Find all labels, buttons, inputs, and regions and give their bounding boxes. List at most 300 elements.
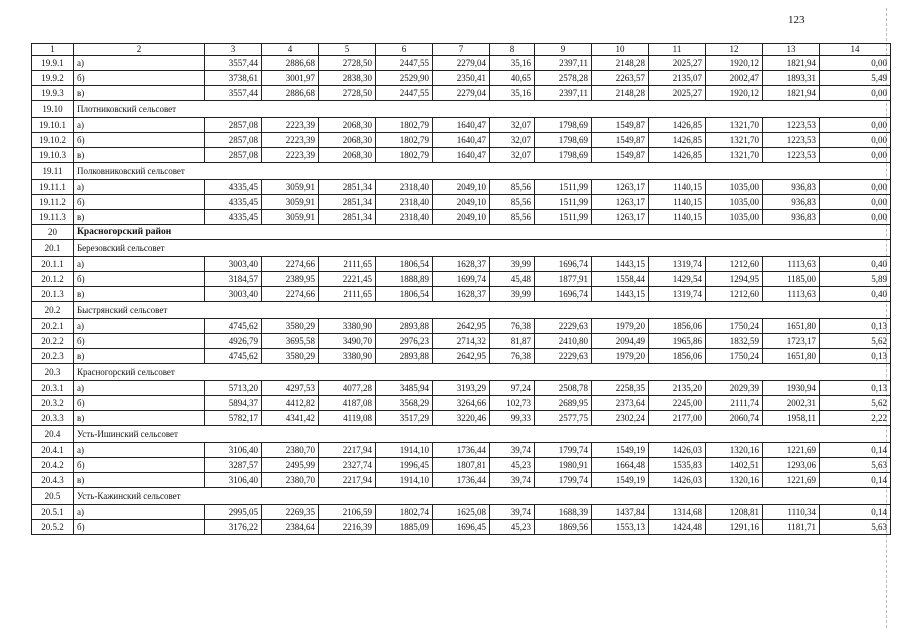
value-cell: 2002,47 bbox=[706, 71, 763, 86]
value-cell: 1321,70 bbox=[706, 133, 763, 148]
value-cell: 0,14 bbox=[820, 505, 891, 520]
value-cell: 1888,89 bbox=[376, 272, 433, 287]
row-label-cell: в) bbox=[74, 287, 205, 302]
value-cell: 3264,66 bbox=[433, 396, 490, 411]
value-cell: 1979,20 bbox=[592, 349, 649, 364]
value-cell: 1696,74 bbox=[535, 257, 592, 272]
column-number-cell: 11 bbox=[649, 44, 706, 56]
value-cell: 1920,12 bbox=[706, 86, 763, 101]
value-cell: 1802,79 bbox=[376, 148, 433, 163]
row-code-cell: 20.5.1 bbox=[32, 505, 74, 520]
value-cell: 4745,62 bbox=[205, 349, 262, 364]
value-cell: 2,22 bbox=[820, 411, 891, 426]
value-cell: 39,74 bbox=[490, 473, 535, 488]
value-cell: 936,83 bbox=[763, 210, 820, 225]
value-cell: 1035,00 bbox=[706, 210, 763, 225]
row-code-cell: 20.2.3 bbox=[32, 349, 74, 364]
settlement-header-row bbox=[32, 426, 891, 443]
value-cell: 0,00 bbox=[820, 86, 891, 101]
value-cell: 3003,40 bbox=[205, 257, 262, 272]
row-label-cell: б) bbox=[74, 71, 205, 86]
value-cell: 2577,75 bbox=[535, 411, 592, 426]
value-cell: 1263,17 bbox=[592, 180, 649, 195]
row-code-cell: 20.4.1 bbox=[32, 443, 74, 458]
value-cell: 40,65 bbox=[490, 71, 535, 86]
value-cell: 0,00 bbox=[820, 133, 891, 148]
value-cell: 2728,50 bbox=[319, 56, 376, 71]
value-cell: 1958,11 bbox=[763, 411, 820, 426]
value-cell: 2714,32 bbox=[433, 334, 490, 349]
row-label-cell: б) bbox=[74, 520, 205, 535]
value-cell: 2318,40 bbox=[376, 210, 433, 225]
value-cell: 2689,95 bbox=[535, 396, 592, 411]
value-cell: 1223,53 bbox=[763, 118, 820, 133]
value-cell: 1798,69 bbox=[535, 148, 592, 163]
row-label-cell: а) bbox=[74, 319, 205, 334]
value-cell: 1558,44 bbox=[592, 272, 649, 287]
value-cell: 1113,63 bbox=[763, 257, 820, 272]
value-cell: 4187,08 bbox=[319, 396, 376, 411]
value-cell: 1140,15 bbox=[649, 195, 706, 210]
value-cell: 0,13 bbox=[820, 319, 891, 334]
table-body bbox=[32, 44, 891, 535]
row-label-cell: б) bbox=[74, 334, 205, 349]
value-cell: 1314,68 bbox=[649, 505, 706, 520]
value-cell: 2495,99 bbox=[262, 458, 319, 473]
district-name-cell: Красногорский район bbox=[74, 225, 891, 240]
row-label-cell: а) bbox=[74, 118, 205, 133]
value-cell: 2274,66 bbox=[262, 257, 319, 272]
value-cell: 2447,55 bbox=[376, 56, 433, 71]
row-code-cell: 20.1 bbox=[32, 240, 74, 257]
value-cell: 1821,94 bbox=[763, 56, 820, 71]
row-code-cell: 19.9.1 bbox=[32, 56, 74, 71]
value-cell: 2245,00 bbox=[649, 396, 706, 411]
value-cell: 2068,30 bbox=[319, 118, 376, 133]
value-cell: 76,38 bbox=[490, 349, 535, 364]
value-cell: 1799,74 bbox=[535, 473, 592, 488]
value-cell: 1181,71 bbox=[763, 520, 820, 535]
settlement-header-row bbox=[32, 364, 891, 381]
row-code-cell: 20.2.1 bbox=[32, 319, 74, 334]
table-row bbox=[32, 473, 891, 488]
value-cell: 1321,70 bbox=[706, 118, 763, 133]
value-cell: 1802,79 bbox=[376, 133, 433, 148]
row-code-cell: 19.10.3 bbox=[32, 148, 74, 163]
tariff-table-container bbox=[31, 43, 887, 535]
value-cell: 3184,57 bbox=[205, 272, 262, 287]
value-cell: 4412,82 bbox=[262, 396, 319, 411]
value-cell: 1293,06 bbox=[763, 458, 820, 473]
value-cell: 1319,74 bbox=[649, 287, 706, 302]
table-row bbox=[32, 195, 891, 210]
value-cell: 3059,91 bbox=[262, 180, 319, 195]
value-cell: 2851,34 bbox=[319, 210, 376, 225]
row-label-cell: в) bbox=[74, 86, 205, 101]
value-cell: 1221,69 bbox=[763, 473, 820, 488]
settlement-header-row bbox=[32, 101, 891, 118]
column-number-cell: 1 bbox=[32, 44, 74, 56]
value-cell: 1535,83 bbox=[649, 458, 706, 473]
value-cell: 1640,47 bbox=[433, 148, 490, 163]
settlement-header-row bbox=[32, 240, 891, 257]
value-cell: 1807,81 bbox=[433, 458, 490, 473]
value-cell: 1628,37 bbox=[433, 287, 490, 302]
value-cell: 5,89 bbox=[820, 272, 891, 287]
row-code-cell: 20.4 bbox=[32, 426, 74, 443]
value-cell: 35,16 bbox=[490, 56, 535, 71]
value-cell: 32,07 bbox=[490, 118, 535, 133]
value-cell: 0,00 bbox=[820, 180, 891, 195]
value-cell: 2851,34 bbox=[319, 195, 376, 210]
value-cell: 3106,40 bbox=[205, 443, 262, 458]
value-cell: 3557,44 bbox=[205, 86, 262, 101]
value-cell: 2838,30 bbox=[319, 71, 376, 86]
value-cell: 2135,20 bbox=[649, 381, 706, 396]
value-cell: 2148,28 bbox=[592, 56, 649, 71]
row-code-cell: 20.3.1 bbox=[32, 381, 74, 396]
row-label-cell: а) bbox=[74, 505, 205, 520]
column-number-cell: 5 bbox=[319, 44, 376, 56]
table-row bbox=[32, 443, 891, 458]
value-cell: 2049,10 bbox=[433, 180, 490, 195]
row-code-cell: 20.4.3 bbox=[32, 473, 74, 488]
value-cell: 99,33 bbox=[490, 411, 535, 426]
row-code-cell: 20.1.3 bbox=[32, 287, 74, 302]
table-row bbox=[32, 411, 891, 426]
table-row bbox=[32, 272, 891, 287]
value-cell: 1696,74 bbox=[535, 287, 592, 302]
value-cell: 1426,85 bbox=[649, 133, 706, 148]
value-cell: 1625,08 bbox=[433, 505, 490, 520]
column-number-cell: 3 bbox=[205, 44, 262, 56]
value-cell: 0,00 bbox=[820, 195, 891, 210]
value-cell: 2857,08 bbox=[205, 133, 262, 148]
column-number-cell: 8 bbox=[490, 44, 535, 56]
value-cell: 39,99 bbox=[490, 287, 535, 302]
value-cell: 5,49 bbox=[820, 71, 891, 86]
value-cell: 2229,63 bbox=[535, 349, 592, 364]
row-label-cell: в) bbox=[74, 349, 205, 364]
value-cell: 5713,20 bbox=[205, 381, 262, 396]
value-cell: 2217,94 bbox=[319, 443, 376, 458]
row-code-cell: 19.10.2 bbox=[32, 133, 74, 148]
value-cell: 1223,53 bbox=[763, 148, 820, 163]
value-cell: 1424,48 bbox=[649, 520, 706, 535]
value-cell: 2857,08 bbox=[205, 148, 262, 163]
value-cell: 5,62 bbox=[820, 334, 891, 349]
value-cell: 1110,34 bbox=[763, 505, 820, 520]
table-row bbox=[32, 118, 891, 133]
value-cell: 1426,85 bbox=[649, 118, 706, 133]
value-cell: 1402,51 bbox=[706, 458, 763, 473]
value-cell: 2068,30 bbox=[319, 148, 376, 163]
value-cell: 2263,57 bbox=[592, 71, 649, 86]
value-cell: 3001,97 bbox=[262, 71, 319, 86]
value-cell: 1511,99 bbox=[535, 180, 592, 195]
value-cell: 2397,11 bbox=[535, 86, 592, 101]
table-row bbox=[32, 396, 891, 411]
value-cell: 1549,87 bbox=[592, 148, 649, 163]
value-cell: 2223,39 bbox=[262, 118, 319, 133]
value-cell: 1223,53 bbox=[763, 133, 820, 148]
table-row bbox=[32, 319, 891, 334]
column-number-cell: 10 bbox=[592, 44, 649, 56]
settlement-header-row bbox=[32, 163, 891, 180]
row-label-cell: в) bbox=[74, 473, 205, 488]
value-cell: 2111,65 bbox=[319, 287, 376, 302]
row-label-cell: б) bbox=[74, 458, 205, 473]
value-cell: 2893,88 bbox=[376, 349, 433, 364]
value-cell: 3580,29 bbox=[262, 349, 319, 364]
value-cell: 3220,46 bbox=[433, 411, 490, 426]
value-cell: 3059,91 bbox=[262, 210, 319, 225]
table-row bbox=[32, 180, 891, 195]
value-cell: 2106,59 bbox=[319, 505, 376, 520]
value-cell: 1549,19 bbox=[592, 443, 649, 458]
value-cell: 1750,24 bbox=[706, 319, 763, 334]
value-cell: 2642,95 bbox=[433, 319, 490, 334]
value-cell: 2318,40 bbox=[376, 195, 433, 210]
value-cell: 2508,78 bbox=[535, 381, 592, 396]
value-cell: 85,56 bbox=[490, 180, 535, 195]
value-cell: 1664,48 bbox=[592, 458, 649, 473]
row-code-cell: 19.10 bbox=[32, 101, 74, 118]
value-cell: 3176,22 bbox=[205, 520, 262, 535]
value-cell: 4335,45 bbox=[205, 195, 262, 210]
column-number-cell: 13 bbox=[763, 44, 820, 56]
value-cell: 1856,06 bbox=[649, 319, 706, 334]
value-cell: 39,74 bbox=[490, 505, 535, 520]
value-cell: 3695,58 bbox=[262, 334, 319, 349]
value-cell: 2177,00 bbox=[649, 411, 706, 426]
row-code-cell: 20.1.1 bbox=[32, 257, 74, 272]
value-cell: 1920,12 bbox=[706, 56, 763, 71]
value-cell: 2851,34 bbox=[319, 180, 376, 195]
value-cell: 2350,41 bbox=[433, 71, 490, 86]
row-label-cell: б) bbox=[74, 195, 205, 210]
value-cell: 1208,81 bbox=[706, 505, 763, 520]
value-cell: 1723,17 bbox=[763, 334, 820, 349]
value-cell: 32,07 bbox=[490, 148, 535, 163]
value-cell: 3380,90 bbox=[319, 349, 376, 364]
value-cell: 1426,03 bbox=[649, 473, 706, 488]
settlement-name-cell: Полковниковский сельсовет bbox=[74, 163, 891, 180]
value-cell: 1035,00 bbox=[706, 180, 763, 195]
value-cell: 1965,86 bbox=[649, 334, 706, 349]
row-label-cell: в) bbox=[74, 148, 205, 163]
value-cell: 76,38 bbox=[490, 319, 535, 334]
value-cell: 0,40 bbox=[820, 287, 891, 302]
value-cell: 1549,87 bbox=[592, 133, 649, 148]
value-cell: 1798,69 bbox=[535, 133, 592, 148]
value-cell: 4119,08 bbox=[319, 411, 376, 426]
row-label-cell: а) bbox=[74, 180, 205, 195]
column-number-cell: 6 bbox=[376, 44, 433, 56]
value-cell: 5894,37 bbox=[205, 396, 262, 411]
value-cell: 2094,49 bbox=[592, 334, 649, 349]
value-cell: 2258,35 bbox=[592, 381, 649, 396]
value-cell: 1806,54 bbox=[376, 257, 433, 272]
row-code-cell: 20.3.3 bbox=[32, 411, 74, 426]
value-cell: 2380,70 bbox=[262, 443, 319, 458]
settlement-header-row bbox=[32, 302, 891, 319]
column-number-cell: 9 bbox=[535, 44, 592, 56]
value-cell: 81,87 bbox=[490, 334, 535, 349]
table-row bbox=[32, 334, 891, 349]
row-code-cell: 20.5 bbox=[32, 488, 74, 505]
value-cell: 4335,45 bbox=[205, 210, 262, 225]
column-number-cell: 2 bbox=[74, 44, 205, 56]
district-header-row bbox=[32, 225, 891, 240]
value-cell: 85,56 bbox=[490, 195, 535, 210]
settlement-name-cell: Усть-Ишинский сельсовет bbox=[74, 426, 891, 443]
value-cell: 39,74 bbox=[490, 443, 535, 458]
value-cell: 1736,44 bbox=[433, 443, 490, 458]
value-cell: 1113,63 bbox=[763, 287, 820, 302]
value-cell: 4745,62 bbox=[205, 319, 262, 334]
value-cell: 2447,55 bbox=[376, 86, 433, 101]
value-cell: 2111,65 bbox=[319, 257, 376, 272]
value-cell: 1443,15 bbox=[592, 257, 649, 272]
value-cell: 2410,80 bbox=[535, 334, 592, 349]
value-cell: 32,07 bbox=[490, 133, 535, 148]
value-cell: 2857,08 bbox=[205, 118, 262, 133]
value-cell: 2886,68 bbox=[262, 56, 319, 71]
value-cell: 45,23 bbox=[490, 458, 535, 473]
value-cell: 97,24 bbox=[490, 381, 535, 396]
value-cell: 35,16 bbox=[490, 86, 535, 101]
value-cell: 3490,70 bbox=[319, 334, 376, 349]
value-cell: 85,56 bbox=[490, 210, 535, 225]
value-cell: 1140,15 bbox=[649, 210, 706, 225]
column-number-cell: 12 bbox=[706, 44, 763, 56]
value-cell: 5,62 bbox=[820, 396, 891, 411]
value-cell: 2327,74 bbox=[319, 458, 376, 473]
value-cell: 1806,54 bbox=[376, 287, 433, 302]
page-number: 123 bbox=[788, 14, 805, 26]
value-cell: 0,00 bbox=[820, 56, 891, 71]
tariff-table bbox=[31, 43, 891, 535]
value-cell: 3580,29 bbox=[262, 319, 319, 334]
row-code-cell: 20 bbox=[32, 225, 74, 240]
value-cell: 0,00 bbox=[820, 148, 891, 163]
row-code-cell: 20.2.2 bbox=[32, 334, 74, 349]
settlement-name-cell: Плотниковский сельсовет bbox=[74, 101, 891, 118]
value-cell: 2223,39 bbox=[262, 148, 319, 163]
value-cell: 1821,94 bbox=[763, 86, 820, 101]
value-cell: 1319,74 bbox=[649, 257, 706, 272]
value-cell: 2025,27 bbox=[649, 86, 706, 101]
value-cell: 2642,95 bbox=[433, 349, 490, 364]
value-cell: 1263,17 bbox=[592, 210, 649, 225]
value-cell: 1877,91 bbox=[535, 272, 592, 287]
row-code-cell: 20.3 bbox=[32, 364, 74, 381]
row-code-cell: 20.3.2 bbox=[32, 396, 74, 411]
value-cell: 2380,70 bbox=[262, 473, 319, 488]
value-cell: 1696,45 bbox=[433, 520, 490, 535]
value-cell: 1832,59 bbox=[706, 334, 763, 349]
row-label-cell: а) bbox=[74, 443, 205, 458]
value-cell: 1996,45 bbox=[376, 458, 433, 473]
value-cell: 2068,30 bbox=[319, 133, 376, 148]
row-code-cell: 20.5.2 bbox=[32, 520, 74, 535]
column-number-header-row bbox=[32, 44, 891, 56]
value-cell: 4297,53 bbox=[262, 381, 319, 396]
value-cell: 1443,15 bbox=[592, 287, 649, 302]
value-cell: 1426,03 bbox=[649, 443, 706, 458]
value-cell: 2893,88 bbox=[376, 319, 433, 334]
value-cell: 2135,07 bbox=[649, 71, 706, 86]
value-cell: 5,63 bbox=[820, 458, 891, 473]
row-code-cell: 20.4.2 bbox=[32, 458, 74, 473]
value-cell: 1221,69 bbox=[763, 443, 820, 458]
value-cell: 1320,16 bbox=[706, 473, 763, 488]
table-row bbox=[32, 71, 891, 86]
table-row bbox=[32, 520, 891, 535]
value-cell: 2269,35 bbox=[262, 505, 319, 520]
value-cell: 4341,42 bbox=[262, 411, 319, 426]
row-label-cell: б) bbox=[74, 396, 205, 411]
value-cell: 2397,11 bbox=[535, 56, 592, 71]
value-cell: 4335,45 bbox=[205, 180, 262, 195]
value-cell: 0,14 bbox=[820, 443, 891, 458]
value-cell: 1185,00 bbox=[763, 272, 820, 287]
value-cell: 2217,94 bbox=[319, 473, 376, 488]
table-row bbox=[32, 86, 891, 101]
row-code-cell: 19.9.2 bbox=[32, 71, 74, 86]
value-cell: 1437,84 bbox=[592, 505, 649, 520]
value-cell: 2274,66 bbox=[262, 287, 319, 302]
column-number-cell: 14 bbox=[820, 44, 891, 56]
value-cell: 1798,69 bbox=[535, 118, 592, 133]
value-cell: 1263,17 bbox=[592, 195, 649, 210]
value-cell: 2049,10 bbox=[433, 210, 490, 225]
value-cell: 3003,40 bbox=[205, 287, 262, 302]
value-cell: 2025,27 bbox=[649, 56, 706, 71]
row-label-cell: а) bbox=[74, 381, 205, 396]
value-cell: 1321,70 bbox=[706, 148, 763, 163]
value-cell: 4926,79 bbox=[205, 334, 262, 349]
table-row bbox=[32, 349, 891, 364]
value-cell: 2384,64 bbox=[262, 520, 319, 535]
value-cell: 2886,68 bbox=[262, 86, 319, 101]
value-cell: 1511,99 bbox=[535, 195, 592, 210]
value-cell: 5,63 bbox=[820, 520, 891, 535]
value-cell: 2148,28 bbox=[592, 86, 649, 101]
table-row bbox=[32, 505, 891, 520]
settlement-name-cell: Быстрянский сельсовет bbox=[74, 302, 891, 319]
value-cell: 2318,40 bbox=[376, 180, 433, 195]
settlement-header-row bbox=[32, 488, 891, 505]
value-cell: 2111,74 bbox=[706, 396, 763, 411]
value-cell: 3380,90 bbox=[319, 319, 376, 334]
value-cell: 1651,80 bbox=[763, 319, 820, 334]
value-cell: 0,13 bbox=[820, 381, 891, 396]
value-cell: 3557,44 bbox=[205, 56, 262, 71]
value-cell: 1893,31 bbox=[763, 71, 820, 86]
row-label-cell: в) bbox=[74, 210, 205, 225]
value-cell: 1320,16 bbox=[706, 443, 763, 458]
value-cell: 1869,56 bbox=[535, 520, 592, 535]
value-cell: 2995,05 bbox=[205, 505, 262, 520]
value-cell: 4077,28 bbox=[319, 381, 376, 396]
row-label-cell: а) bbox=[74, 56, 205, 71]
row-code-cell: 20.2 bbox=[32, 302, 74, 319]
value-cell: 1651,80 bbox=[763, 349, 820, 364]
value-cell: 1980,91 bbox=[535, 458, 592, 473]
value-cell: 0,14 bbox=[820, 473, 891, 488]
